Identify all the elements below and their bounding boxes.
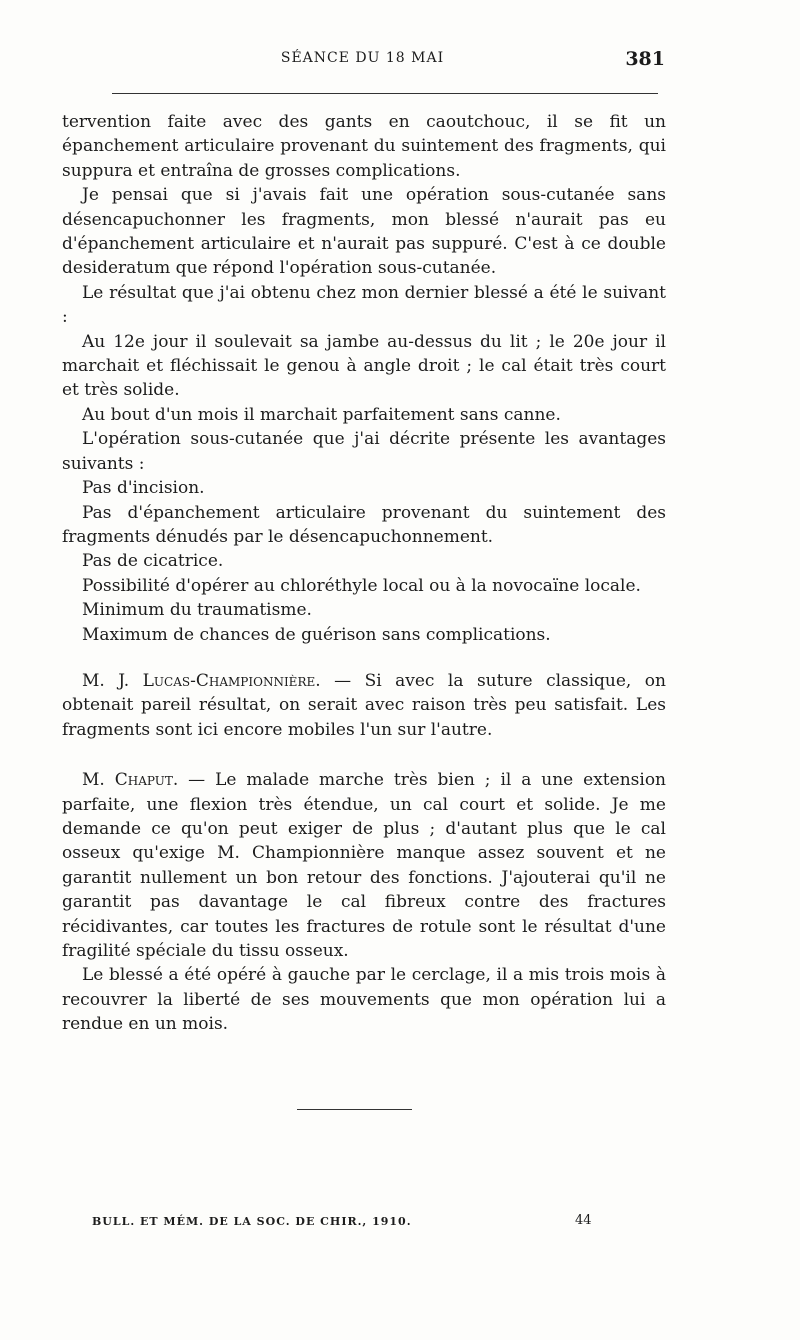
speaker-text: — Le malade marche très bien ; il a une extension parfaite, une flexion très étendue, un cal court et solide. Je me demande ce qu'on peut exiger de plus ; d'autant plus que le cal osseux qu'exige M. Championnière manque assez souvent et ne garantit nullement un bon retour des fonctions. J'ajouterai qu'il ne garantit pas davantage le cal fibreux contre des fractures récidivantes, car toutes les fractures de rotule sont le résultat d'une fragilité spéciale du tissu osseux.	[62, 770, 666, 961]
signature-mark: 44	[575, 1213, 592, 1228]
paragraph: Maximum de chances de guérison sans complications.	[82, 624, 551, 645]
chaput-paragraph	[62, 768, 666, 963]
paragraph: L'opération sous-cutanée que j'ai décrite présente les avantages suivants :	[62, 429, 666, 474]
paragraph: Le résultat que j'ai obtenu chez mon dernier blessé a été le suivant :	[62, 282, 666, 328]
paragraph: Au bout d'un mois il marchait parfaitement sans canne.	[82, 404, 561, 425]
page-header	[60, 48, 665, 78]
paragraph: Pas d'épanchement articulaire provenant du suintement des fragments dénudés par le désencapuchonnement.	[62, 502, 666, 547]
speaker-name: M. Chaput.	[82, 770, 179, 791]
paragraph: Minimum du traumatisme.	[82, 600, 312, 621]
paragraph: Pas de cicatrice.	[82, 551, 224, 572]
paragraph: tervention faite avec des gants en caoutchouc, il se fit un épanchement articulaire provenant du suintement des fragments, qui suppura et entraîna de grosses complications.	[62, 112, 666, 181]
footer-citation: BULL. ET MÉM. DE LA SOC. DE CHIR., 1910.	[92, 1215, 412, 1228]
paragraph: Possibilité d'opérer au chloréthyle local ou à la novocaïne locale.	[82, 575, 641, 596]
page-number: 381	[625, 48, 665, 70]
footer-rule	[297, 1109, 412, 1110]
lucas-paragraph	[62, 669, 666, 742]
paragraph: Le blessé a été opéré à gauche par le cerclage, il a mis trois mois à recouvrer la liberté de ses mouvements que mon opération lui a rendue en un mois.	[62, 965, 666, 1035]
spacer	[62, 647, 666, 669]
speaker-text: — Si avec la suture classique, on obtenait pareil résultat, on serait avec raison très peu satisfait. Les fragments sont ici encore mobiles l'un sur l'autre.	[62, 670, 666, 740]
running-head: SÉANCE DU 18 MAI	[280, 50, 445, 66]
paragraph: Au 12e jour il soulevait sa jambe au-dessus du lit ; le 20e jour il marchait et fléchissait le genou à angle droit ; le cal était très court et très solide.	[62, 331, 666, 401]
paragraph: Pas d'incision.	[82, 478, 205, 499]
header-rule	[112, 93, 658, 94]
paragraph: Je pensai que si j'avais fait une opération sous-cutanée sans désencapuchonner les fragments, mon blessé n'aurait pas eu d'épanchement articulaire et n'aurait pas suppuré. C'est à ce double desideratum que répond l'opération sous-cutanée.	[62, 185, 666, 279]
body-text	[62, 110, 666, 1037]
speaker-name: M. J. Lucas-Championnière.	[82, 670, 321, 691]
spacer	[62, 742, 666, 768]
